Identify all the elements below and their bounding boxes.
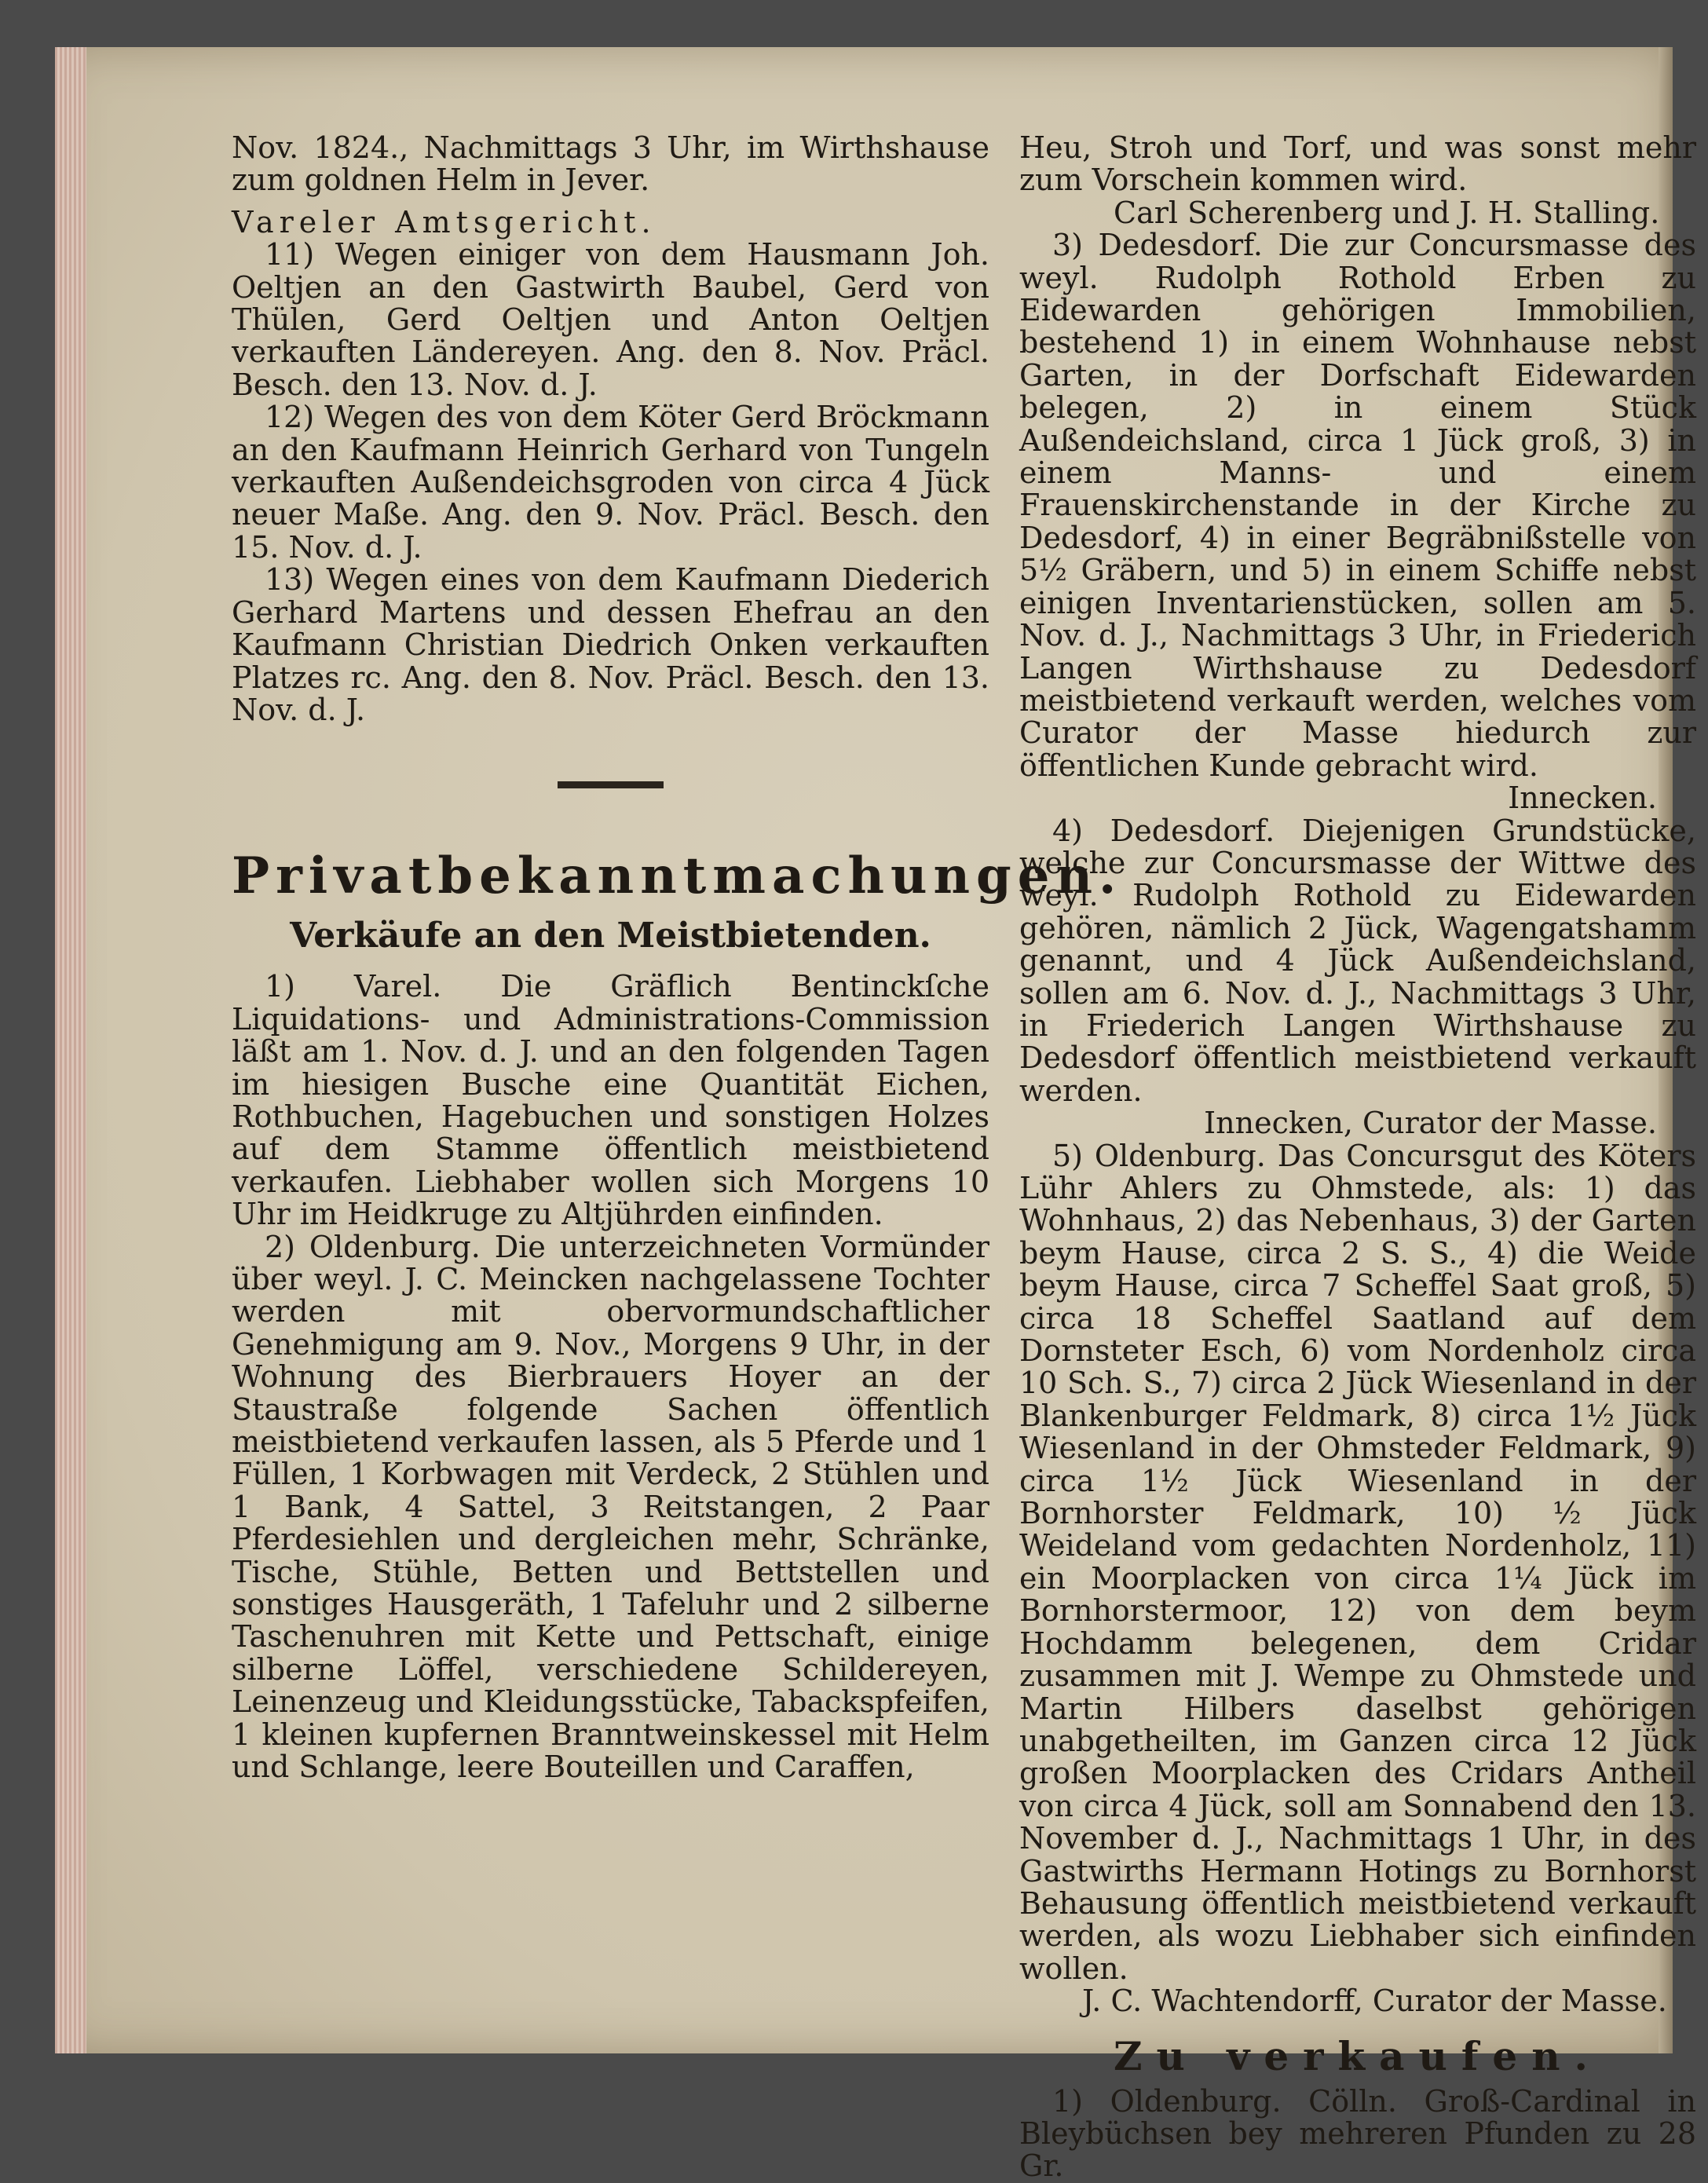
notice-12: 12) Wegen des von dem Köter Gerd Bröckmann an den Kaufmann Heinrich Gerhard von Tungeln verkauften Außendeichsgroden von circa 4 Jück neuer Maße. Ang. den 9. Nov. Präcl. Besch. den 15. Nov. d. J. — [232, 400, 989, 565]
sale-item-2: 2) Oldenburg. Die unterzeichneten Vormünder über weyl. J. C. Meincken nachgelassene Tochter werden mit obervormundschaftlicher Genehmigung am 9. Nov., Morgens 9 Uhr, in der Wohnung des Bierbrauers Hoyer an der Staustraße folgende Sachen öffentlich meistbietend verkaufen lassen, als 5 Pferde und 1 Füllen, 1 Korbwagen mit Verdeck, 2 Stühlen und 1 Bank, 4 Sattel, 3 Reitstangen, 2 Paar Pferdesiehlen und dergleichen mehr, Schränke, Tische, Stühle, Betten und Bettstellen und sonstiges Hausgeräth, 1 Tafeluhr und 2 silberne Taschenuhren mit Kette und Pettschaft, einige silberne Löffel, verschiedene Schildereyen, Leinenzeug und Kleidungsstücke, Tabackspfeifen, 1 kleinen kupfernen Branntweinskessel mit Helm und Schlange, leere Bouteillen und Caraffen, — [232, 1229, 989, 1785]
section-divider — [558, 781, 664, 788]
sale-item-3: 3) Dedesdorf. Die zur Concursmasse des weyl. Rudolph Rothold Erben zu Eidewarden gehörigen Immobilien, bestehend 1) in einem Wohnhause nebst Garten, in der Dorfschaft Eidewarden belegen, 2) in einem Stück Außendeichsland, circa 1 Jück groß, 3) in einem Manns- und einem Frauenskirchenstande in der Kirche zu Dedesdorf, 4) in einer Begräbnißstelle von 5½ Gräbern, und 5) in einem Schiffe nebst einigen Inventarienstücken, sollen am 5. Nov. d. J., Nachmittags 3 Uhr, in Friederich Langen Wirthshause zu Dedesdorf meistbietend verkauft werden, welches vom Curator der Masse hiedurch zur öffentlichen Kunde gebracht wird. — [1019, 228, 1696, 783]
page-edge-left — [55, 47, 86, 2053]
section-title-for-sale: Zu verkaufen. — [1114, 2032, 1602, 2079]
for-sale-item-1: 1) Oldenburg. Cölln. Groß-Cardinal in Bleybüchsen bey mehreren Pfunden zu 28 Gr. — [1019, 2083, 1696, 2183]
notice-13: 13) Wegen eines von dem Kaufmann Diederich Gerhard Martens und dessen Ehefrau an den Kaufmann Christian Diedrich Onken verkauften Platzes rc. Ang. den 8. Nov. Präcl. Besch. den 13. Nov. d. J. — [232, 562, 989, 727]
signature-3: Innecken, Curator der Masse. — [1204, 1106, 1657, 1141]
signature-1: Carl Scherenberg und J. H. Stalling. — [1114, 195, 1660, 230]
sale-item-4: 4) Dedesdorf. Diejenigen Grundstücke, welche zur Concursmasse der Wittwe des weyl. Rudolph Rothold zu Eidewarden gehören, nämlich 2 Jück, Wagengatshamm genannt, und 4 Jück Außendeichsland, sollen am 6. Nov. d. J., Nachmittags 3 Uhr, in Friederich Langen Wirthshause zu Dedesdorf öffentlich meistbietend verkauft werden. — [1019, 813, 1696, 1108]
subsection-title: Verkäufe an den Meistbietenden. — [290, 916, 931, 956]
right-column — [1019, 132, 1696, 2183]
continued-notice: Nov. 1824., Nachmittags 3 Uhr, im Wirthshause zum goldnen Helm in Jever. — [232, 130, 989, 198]
continued-item: Heu, Stroh und Torf, und was sonst mehr zum Vorschein kommen wird. — [1019, 130, 1696, 198]
notice-11: 11) Wegen einiger von dem Hausmann Joh. Oeltjen an den Gastwirth Baubel, Gerd von Thülen, Gerd Oeltjen und Anton Oeltjen verkauften Ländereyen. Ang. den 8. Nov. Präcl. Besch. den 13. Nov. d. J. — [232, 237, 989, 402]
court-heading: Vareler Amtsgericht. — [232, 204, 657, 240]
section-title: Privatbekanntmachungen. — [232, 847, 1123, 906]
left-column — [232, 130, 1123, 1785]
signature-2: Innecken. — [1508, 781, 1657, 816]
newspaper-page — [55, 47, 1696, 2183]
signature-4: J. C. Wachtendorff, Curator der Masse. — [1082, 1984, 1667, 2019]
sale-item-5: 5) Oldenburg. Das Concursgut des Köters Lühr Ahlers zu Ohmstede, als: 1) das Wohnhaus, 2) das Nebenhaus, 3) der Garten beym Hause, circa 2 S. S., 4) die Weide beym Hause, circa 7 Scheffel Saat groß, 5) circa 18 Scheffel Saatland auf dem Dornsteter Esch, 6) vom Nordenholz circa 10 Sch. S., 7) circa 2 Jück Wiesenland in der Blankenburger Feldmark, 8) circa 1½ Jück Wiesenland in der Ohmsteder Feldmark, 9) circa 1½ Jück Wiesenland in der Bornhorster Feldmark, 10) ½ Jück Weideland vom gedachten Nordenholz, 11) ein Moorplacken von circa 1¼ Jück im Bornhorstermoor, 12) von dem beym Hochdamm belegenen, dem Cridar zusammen mit J. Wempe zu Ohmstede und Martin Hilbers daselbst gehörigen unabgetheilten, im Ganzen circa 12 Jück großen Moorplacken des Cridars Antheil von circa 4 Jück, soll am Sonnabend den 13. November d. J., Nachmittags 1 Uhr, in des Gastwirths Hermann Hotings zu Bornhorst Behausung öffentlich meistbietend verkauft werden, als wozu Liebhaber sich einfinden wollen. — [1019, 1138, 1696, 1986]
sale-item-1: 1) Varel. Die Gräflich Bentinckſche Liquidations- und Administrations-Commission läßt am 1. Nov. d. J. und an den folgenden Tagen im hiesigen Busche eine Quantität Eichen, Rothbuchen, Hagebuchen und sonstigen Holzes auf dem Stamme öffentlich meistbietend verkaufen. Liebhaber wollen sich Morgens 10 Uhr im Heidkruge zu Altjührden einfinden. — [232, 969, 989, 1232]
